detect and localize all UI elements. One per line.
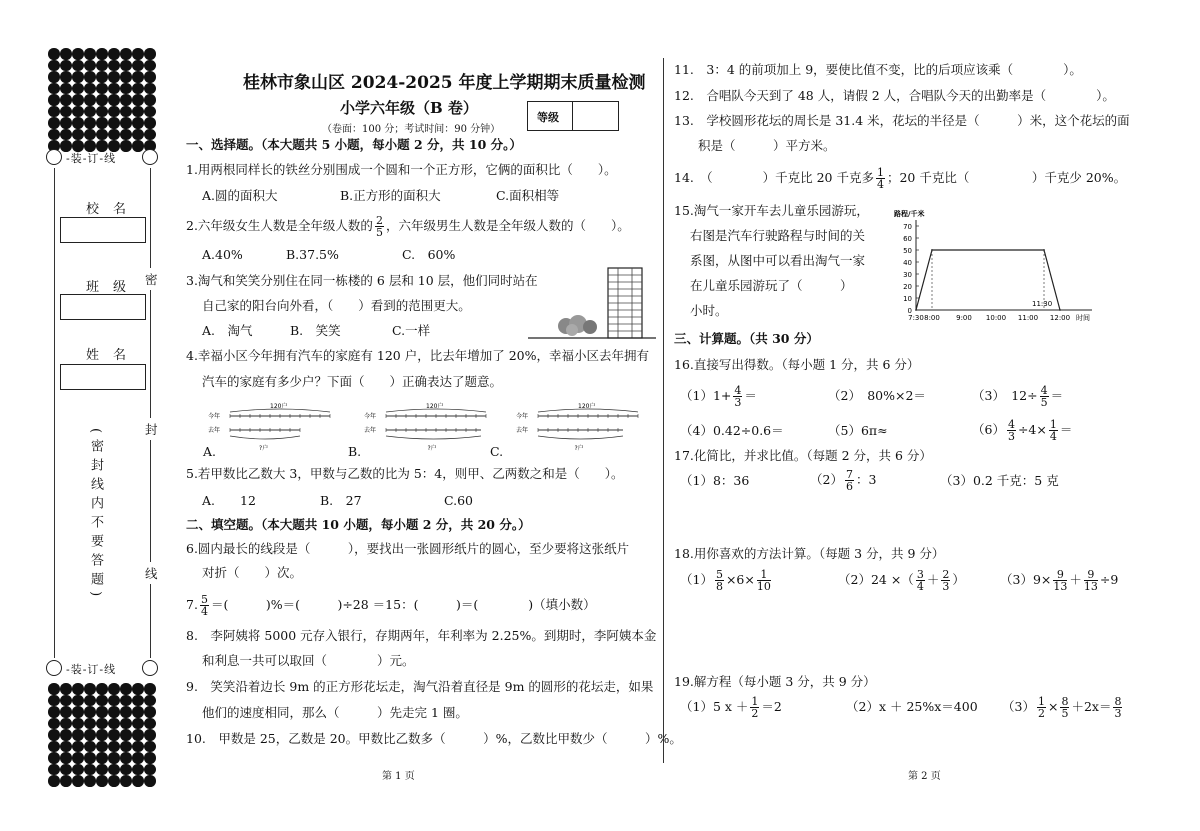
binding-dot xyxy=(48,706,60,718)
binding-dot xyxy=(48,695,60,707)
binding-dot xyxy=(120,706,132,718)
binding-dot xyxy=(132,129,144,141)
question-2: 2.六年级女生人数是全年级人数的 $\frac{2}{5}$ ，六年级男生人数是全年级人数的（ ）。 xyxy=(186,214,630,239)
binding-dot xyxy=(108,706,120,718)
binding-dot xyxy=(120,729,132,741)
section3-heading: 三、计算题。（共 30 分） xyxy=(674,331,819,346)
binding-dot xyxy=(144,48,156,60)
binding-dot xyxy=(96,729,108,741)
binding-dot xyxy=(96,106,108,118)
binding-dot xyxy=(48,106,60,118)
binding-dot xyxy=(144,706,156,718)
question-1: 1.用两根同样长的铁丝分别围成一个圆和一个正方形，它俩的面积比（ ）。 xyxy=(186,162,617,177)
binding-dot xyxy=(132,752,144,764)
question-13-line1: 13. 学校圆形花坛的周长是 31.4 米，花坛的半径是（ ）米，这个花坛的面 xyxy=(674,113,1130,128)
binding-dot xyxy=(72,106,84,118)
binding-dot xyxy=(84,60,96,72)
question-15-line3: 系图，从图中可以看出淘气一家 xyxy=(690,253,866,268)
y-tick-label: 30 xyxy=(903,271,912,279)
q17-item-3: （3）0.2 千克：5 克 xyxy=(940,473,1059,488)
binding-dot xyxy=(84,683,96,695)
name-label: 姓名 xyxy=(86,348,141,363)
binding-dot xyxy=(120,94,132,106)
binding-dot xyxy=(60,695,72,707)
question-14: 14. （ ）千克比 20 千克多 $\frac{1}{4}$ ；20 千克比（ ）千克少 20%。 xyxy=(674,166,1127,191)
school-field[interactable] xyxy=(60,217,146,243)
q16-item-5: （5）6π≈ xyxy=(828,423,888,438)
binding-dot xyxy=(108,741,120,753)
binding-dot xyxy=(48,117,60,129)
binding-dot xyxy=(72,94,84,106)
binding-dot xyxy=(120,140,132,152)
binding-dot xyxy=(84,129,96,141)
tape-unknown-label: ?户 xyxy=(427,445,437,452)
section2-heading: 二、填空题。（本大题共 10 小题，每小题 2 分，共 20 分。） xyxy=(186,517,531,532)
y-tick-label: 70 xyxy=(903,223,912,231)
q18-item-2: （2）24 ×（ $\frac{3}{4}$ ＋ $\frac{2}{3}$ ） xyxy=(838,568,965,593)
column-divider xyxy=(663,58,664,763)
binding-dot xyxy=(84,94,96,106)
binding-dot xyxy=(96,60,108,72)
q17-item-2: （2） $\frac{7}{6}$ ：3 xyxy=(810,468,877,493)
binding-dot xyxy=(72,83,84,95)
grade-box xyxy=(527,101,619,131)
binding-dot xyxy=(132,71,144,83)
binding-hole-icon xyxy=(142,149,158,165)
binding-dot xyxy=(120,741,132,753)
binding-dot xyxy=(72,60,84,72)
binding-hole-icon xyxy=(46,149,62,165)
binding-dot xyxy=(48,752,60,764)
distance-time-chart xyxy=(880,204,1140,330)
q16-item-4: （4）0.42÷0.6＝ xyxy=(680,423,784,438)
binding-dot xyxy=(96,718,108,730)
binding-dot xyxy=(84,83,96,95)
q16-item-6: （6） $\frac{4}{3}$ ÷4× $\frac{1}{4}$ ＝ xyxy=(972,418,1073,443)
binding-dot xyxy=(108,752,120,764)
x-tick-label: 10:00 xyxy=(985,314,1007,322)
question-15-line1: 15.淘气一家开车去儿童乐园游玩， xyxy=(674,203,869,218)
q17-item-1: （1）8：36 xyxy=(680,473,750,488)
binding-dot xyxy=(48,60,60,72)
y-tick-label: 50 xyxy=(903,247,912,255)
binding-dot xyxy=(132,729,144,741)
binding-dot xyxy=(96,741,108,753)
seal-char-feng: 封 xyxy=(145,418,158,440)
binding-dot xyxy=(72,129,84,141)
binding-dot xyxy=(84,718,96,730)
binding-dot xyxy=(72,683,84,695)
binding-dot xyxy=(96,695,108,707)
grade-label: 等级 xyxy=(537,111,559,124)
binding-dot xyxy=(120,117,132,129)
y-tick-label: 20 xyxy=(903,283,912,291)
binding-dot xyxy=(72,695,84,707)
q3-option-b: B. 笑笑 xyxy=(290,323,341,338)
y-tick-label: 10 xyxy=(903,295,912,303)
y-axis-label: 路程/千米 xyxy=(894,210,925,218)
binding-dot xyxy=(96,129,108,141)
q16-item-3: （3） 12÷ $\frac{4}{5}$ ＝ xyxy=(972,384,1064,409)
binding-dot xyxy=(132,764,144,776)
seal-char-mi: 密 xyxy=(145,268,158,290)
binding-dot xyxy=(84,117,96,129)
question-7: 7. $\frac{5}{4}$ ＝( )%＝( )÷28 ＝15：( )＝( )（填小数） xyxy=(186,593,596,618)
binding-dot xyxy=(120,752,132,764)
binding-dot xyxy=(60,94,72,106)
binding-dot xyxy=(108,729,120,741)
binding-dot xyxy=(108,117,120,129)
page-number-2: 第 2 页 xyxy=(908,771,941,782)
tape-this-year-label: 今年 xyxy=(364,413,377,420)
question-4-line1: 4.幸福小区今年拥有汽车的家庭有 120 户，比去年增加了 20%，幸福小区去年拥有 xyxy=(186,348,649,363)
x-tick-label: 11:00 xyxy=(1017,314,1039,322)
tape-last-year-label: 去年 xyxy=(516,427,529,434)
question-9-line1: 9. 笑笑沿着边长 9m 的正方形花坛走，淘气沿着直径是 9m 的圆形的花坛走，如果 xyxy=(186,679,654,694)
binding-dot xyxy=(132,775,144,787)
tape-brace xyxy=(538,436,623,439)
section1-heading: 一、选择题。（本大题共 5 小题，每小题 2 分，共 10 分。） xyxy=(186,137,522,152)
binding-dot xyxy=(120,83,132,95)
binding-dot xyxy=(60,718,72,730)
binding-dot xyxy=(108,129,120,141)
binding-dot xyxy=(132,83,144,95)
tape-total-label: 120户 xyxy=(270,403,288,410)
binding-dot xyxy=(132,48,144,60)
binding-dot xyxy=(144,71,156,83)
binding-dot xyxy=(60,48,72,60)
question-6-line2: 对折（ ）次。 xyxy=(202,565,303,580)
building-illustration xyxy=(528,266,656,342)
binding-dot xyxy=(144,764,156,776)
binding-dot xyxy=(96,71,108,83)
binding-dot xyxy=(60,752,72,764)
question-8-line1: 8. 李阿姨将 5000 元存入银行，存期两年，年利率为 2.25%。到期时，李阿姨本金 xyxy=(186,628,657,643)
binding-dot xyxy=(72,729,84,741)
q5-option-a: A. 12 xyxy=(202,493,256,508)
binding-dot xyxy=(108,83,120,95)
binding-dot xyxy=(84,695,96,707)
binding-dot xyxy=(96,683,108,695)
q1-option-c: C.面积相等 xyxy=(496,188,560,203)
q2-option-b: B.37.5% xyxy=(286,247,339,262)
binding-bottom-label: -装-订-线 xyxy=(66,663,117,676)
question-15-line2: 右图是汽车行驶路程与时间的关 xyxy=(690,228,866,243)
binding-dot xyxy=(48,741,60,753)
binding-dot xyxy=(84,752,96,764)
question-9-line2: 他们的速度相同，那么（ ）先走完 1 圈。 xyxy=(202,705,468,720)
binding-dot xyxy=(144,117,156,129)
y-tick-label: 60 xyxy=(903,235,912,243)
q5-option-b: B. 27 xyxy=(320,493,362,508)
q2-option-c: C. 60% xyxy=(402,247,456,262)
q18-item-3: （3）9× $\frac{9}{13}$ ＋ $\frac{9}{13}$ ÷9 xyxy=(1000,568,1119,593)
binding-dot xyxy=(60,83,72,95)
binding-dot xyxy=(60,129,72,141)
q2-option-a: A.40% xyxy=(202,247,243,262)
binding-dot xyxy=(132,741,144,753)
binding-dot xyxy=(60,71,72,83)
binding-dot xyxy=(72,48,84,60)
binding-dot xyxy=(60,106,72,118)
binding-dot xyxy=(60,706,72,718)
binding-dot xyxy=(120,60,132,72)
binding-dot xyxy=(72,718,84,730)
binding-hole-icon xyxy=(46,660,62,676)
q5-option-c: C.60 xyxy=(444,493,473,508)
binding-dot xyxy=(120,695,132,707)
question-15-line5: 小时。 xyxy=(690,303,728,318)
x-tick-label: 12:00 xyxy=(1049,314,1071,322)
question-15-line4: 在儿童乐园游玩了（ ） xyxy=(690,278,853,293)
binding-dot xyxy=(144,94,156,106)
q1-option-b: B.正方形的面积大 xyxy=(340,188,441,203)
binding-dot xyxy=(60,683,72,695)
binding-dot xyxy=(84,106,96,118)
binding-dot xyxy=(72,706,84,718)
binding-dot xyxy=(48,71,60,83)
binding-dot xyxy=(48,94,60,106)
tape-this-year-label: 今年 xyxy=(208,413,221,420)
tape-total-label: 120户 xyxy=(578,403,596,410)
binding-dot xyxy=(132,94,144,106)
question-3-line2: 自己家的阳台向外看，（ ）看到的范围更大。 xyxy=(202,298,471,313)
binding-dot xyxy=(108,106,120,118)
binding-dot xyxy=(108,764,120,776)
tape-last-year-label: 去年 xyxy=(208,427,221,434)
binding-dot xyxy=(72,764,84,776)
q18-item-1: （1） $\frac{5}{8}$ ×6× $\frac{1}{10}$ xyxy=(680,568,771,593)
tape-brace xyxy=(386,436,481,439)
binding-dot xyxy=(48,775,60,787)
class-field[interactable] xyxy=(60,294,146,320)
binding-dot xyxy=(108,60,120,72)
binding-dot xyxy=(120,71,132,83)
binding-dot xyxy=(96,117,108,129)
seal-char-xian: 线 xyxy=(145,562,158,584)
q19-item-1: （1）5 x ＋ $\frac{1}{2}$ ＝2 xyxy=(680,695,782,720)
binding-dot xyxy=(96,775,108,787)
binding-dots-top xyxy=(48,48,158,152)
question-4-line2: 汽车的家庭有多少户？下面（ ）正确表达了题意。 xyxy=(202,374,503,389)
binding-dot xyxy=(132,683,144,695)
binding-dot xyxy=(132,106,144,118)
binding-notice: (密封线内不要答题) xyxy=(88,428,103,603)
tape-total-label: 120户 xyxy=(426,403,444,410)
binding-dot xyxy=(96,752,108,764)
page-subtitle: 小学六年级（B 卷） xyxy=(340,99,478,117)
binding-dot xyxy=(48,683,60,695)
question-16: 16.直接写出得数。（每小题 1 分，共 6 分） xyxy=(674,357,920,372)
binding-dot xyxy=(132,718,144,730)
binding-dot xyxy=(108,718,120,730)
binding-dot xyxy=(60,764,72,776)
binding-dot xyxy=(120,764,132,776)
y-tick-label: 0 xyxy=(907,307,912,315)
q19-item-3: （3） $\frac{1}{2}$ × $\frac{8}{5}$ ＋2x＝ $\frac{8}{3}$ xyxy=(1002,695,1122,720)
binding-dot xyxy=(144,129,156,141)
annotation-label: 11:30 xyxy=(1032,300,1053,308)
x-tick-label: 7:30 xyxy=(908,314,924,322)
binding-dot xyxy=(144,741,156,753)
q16-item-2: （2） 80%×2＝ xyxy=(828,388,926,403)
q19-item-2: （2）x ＋ 25%x＝400 xyxy=(846,699,978,714)
binding-dot xyxy=(108,695,120,707)
binding-dot xyxy=(84,729,96,741)
binding-dot xyxy=(60,729,72,741)
q3-option-c: C.一样 xyxy=(392,323,431,338)
question-6-line1: 6.圆内最长的线段是（ ），要找出一张圆形纸片的圆心，至少要将这张纸片 xyxy=(186,541,630,556)
question-12: 12. 合唱队今天到了 48 人，请假 2 人，合唱队今天的出勤率是（ ）。 xyxy=(674,88,1115,103)
series-point xyxy=(915,309,917,311)
binding-line-left xyxy=(54,168,55,658)
question-8-line2: 和利息一共可以取回（ ）元。 xyxy=(202,653,415,668)
tape-this-year-label: 今年 xyxy=(516,413,529,420)
binding-dot xyxy=(72,71,84,83)
binding-dot xyxy=(60,741,72,753)
binding-dot xyxy=(96,706,108,718)
tape-brace xyxy=(230,436,300,439)
binding-dot xyxy=(144,718,156,730)
binding-dot xyxy=(108,71,120,83)
tape-unknown-label: ?户 xyxy=(259,445,269,452)
binding-dot xyxy=(144,683,156,695)
question-17: 17.化简比，并求比值。（每题 2 分，共 6 分） xyxy=(674,448,932,463)
series-point xyxy=(1059,309,1061,311)
class-label: 班级 xyxy=(86,280,141,295)
binding-dot xyxy=(144,752,156,764)
binding-line-right xyxy=(150,168,151,658)
question-3-line1: 3.淘气和笑笑分别住在同一栋楼的 6 层和 10 层，他们同时站在 xyxy=(186,273,538,288)
binding-dot xyxy=(96,764,108,776)
exam-note: （卷面：100 分；考试时间：90 分钟） xyxy=(322,124,501,135)
binding-dot xyxy=(72,117,84,129)
binding-dot xyxy=(108,775,120,787)
binding-dot xyxy=(120,718,132,730)
binding-dots-bottom xyxy=(48,683,158,787)
binding-dot xyxy=(144,83,156,95)
binding-dot xyxy=(48,83,60,95)
q1-option-a: A.圆的面积大 xyxy=(202,188,278,203)
binding-dot xyxy=(108,94,120,106)
binding-dot xyxy=(84,48,96,60)
q4-option-b: B. xyxy=(348,444,362,459)
binding-dot xyxy=(132,695,144,707)
binding-dot xyxy=(96,94,108,106)
q4-option-c: C. xyxy=(490,444,504,459)
binding-dot xyxy=(72,752,84,764)
binding-dot xyxy=(120,106,132,118)
tape-last-year-label: 去年 xyxy=(364,427,377,434)
binding-dot xyxy=(96,83,108,95)
binding-dot xyxy=(120,683,132,695)
name-field[interactable] xyxy=(60,364,146,390)
question-13-line2: 积是（ ）平方米。 xyxy=(698,138,836,153)
binding-dot xyxy=(48,729,60,741)
binding-dot xyxy=(60,60,72,72)
page-number-1: 第 1 页 xyxy=(382,771,415,782)
binding-dot xyxy=(144,695,156,707)
binding-dot xyxy=(84,741,96,753)
y-tick-label: 40 xyxy=(903,259,912,267)
binding-dot xyxy=(48,48,60,60)
question-19: 19.解方程（每小题 3 分，共 9 分） xyxy=(674,674,876,689)
question-11: 11. 3：4 的前项加上 9，要使比值不变，比的后项应该乘（ ）。 xyxy=(674,62,1082,77)
binding-dot xyxy=(132,140,144,152)
binding-top-label: -装-订-线 xyxy=(66,152,117,165)
question-18: 18.用你喜欢的方法计算。（每题 3 分，共 9 分） xyxy=(674,546,945,561)
binding-dot xyxy=(84,71,96,83)
binding-dot xyxy=(132,706,144,718)
binding-dot xyxy=(84,706,96,718)
binding-dot xyxy=(84,764,96,776)
binding-dot xyxy=(72,775,84,787)
binding-dot xyxy=(48,764,60,776)
binding-dot xyxy=(132,60,144,72)
tape-unknown-label: ?户 xyxy=(574,445,584,452)
binding-dot xyxy=(120,48,132,60)
binding-dot xyxy=(60,775,72,787)
question-5: 5.若甲数比乙数大 3，甲数与乙数的比为 5：4，则甲、乙两数之和是（ ）。 xyxy=(186,466,624,481)
q4-option-a: A. xyxy=(203,444,217,459)
binding-dot xyxy=(48,129,60,141)
binding-dot xyxy=(48,718,60,730)
binding-dot xyxy=(132,117,144,129)
binding-dot xyxy=(144,106,156,118)
binding-dot xyxy=(108,48,120,60)
binding-dot xyxy=(72,741,84,753)
x-tick-label: 9:00 xyxy=(956,314,972,322)
binding-dot xyxy=(120,129,132,141)
binding-dot xyxy=(120,775,132,787)
binding-dot xyxy=(60,117,72,129)
x-axis-label: 时间 xyxy=(1076,314,1090,322)
binding-dot xyxy=(144,60,156,72)
binding-dot xyxy=(144,729,156,741)
q3-option-a: A. 淘气 xyxy=(202,323,253,338)
binding-dot xyxy=(144,775,156,787)
q4-figures xyxy=(200,396,660,458)
school-label: 校名 xyxy=(86,202,141,217)
binding-dot xyxy=(84,775,96,787)
q16-item-1: （1）1+ $\frac{4}{3}$ ＝ xyxy=(680,384,757,409)
question-10: 10. 甲数是 25，乙数是 20。甲数比乙数多（ ）%，乙数比甲数少（ ）%。 xyxy=(186,731,682,746)
binding-hole-icon xyxy=(142,660,158,676)
x-tick-label: 8:00 xyxy=(924,314,940,322)
binding-dot xyxy=(96,48,108,60)
binding-dot xyxy=(108,683,120,695)
page-title: 桂林市象山区 2024-2025 年度上学期期末质量检测 xyxy=(243,73,646,93)
